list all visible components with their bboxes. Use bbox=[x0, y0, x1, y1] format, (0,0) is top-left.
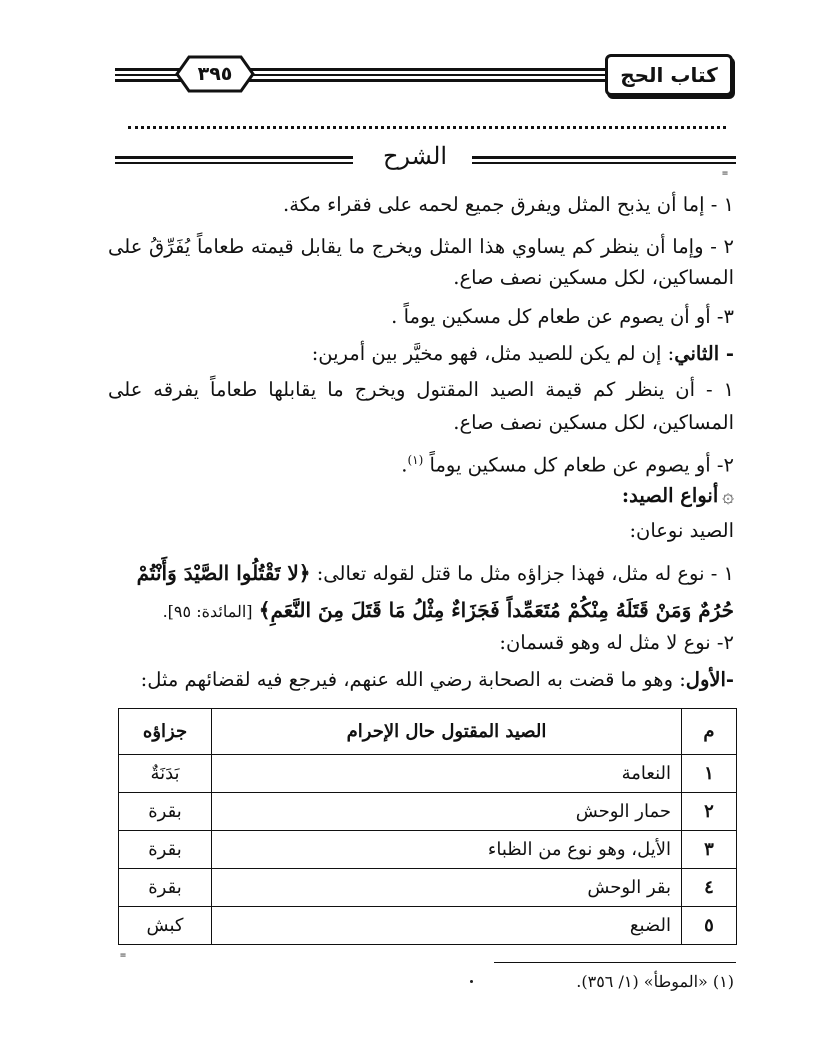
section-rule-left-thin bbox=[115, 162, 353, 164]
text-line-8-main: ٢- أو يصوم عن طعام كل مسكين يوماً bbox=[429, 453, 734, 477]
book-title-box bbox=[605, 54, 733, 96]
row-game: النعامة bbox=[212, 755, 682, 793]
text-line-5 bbox=[108, 339, 734, 369]
section-rule-right-thin bbox=[472, 162, 736, 164]
row-game: الأيل، وهو نوع من الظباء bbox=[212, 831, 682, 869]
text-line-12: ٢- نوع لا مثل له وهو قسمان: bbox=[499, 631, 734, 654]
row-penalty: بقرة bbox=[119, 793, 212, 831]
table-row bbox=[119, 793, 737, 831]
row-number: ٣ bbox=[682, 831, 737, 869]
star-icon: ۞ bbox=[722, 483, 734, 507]
quran-verse-part2: حُرُمٌ وَمَنْ قَتَلَهُ مِنْكُمْ مُتَعَمِّداً فَجَزَاءٌ مِثْلُ مَا قَتَلَ مِنَ النَّعَمِ﴾ bbox=[258, 598, 734, 622]
margin-mark: = bbox=[722, 168, 729, 179]
row-penalty: كبش bbox=[119, 907, 212, 945]
book-title: كتاب الحج bbox=[620, 63, 718, 87]
subheading-text: أنواع الصيد: bbox=[621, 484, 719, 507]
header-game: الصيد المقتول حال الإحرام bbox=[212, 709, 682, 755]
verse-reference: [المائدة: ٩٥]. bbox=[162, 602, 253, 621]
row-number: ٢ bbox=[682, 793, 737, 831]
row-game: الضبع bbox=[212, 907, 682, 945]
text-line-11 bbox=[108, 595, 734, 627]
margin-mark: = bbox=[120, 950, 127, 961]
penalty-table bbox=[118, 708, 737, 945]
table-row bbox=[119, 907, 737, 945]
row-number: ٥ bbox=[682, 907, 737, 945]
row-penalty: بَدَنَةٌ bbox=[119, 755, 212, 793]
text-line-9: الصيد نوعان: bbox=[629, 519, 734, 542]
text-line-5-bold: - الثاني bbox=[674, 342, 734, 365]
page-number-badge bbox=[175, 54, 255, 94]
footnote-rule bbox=[494, 962, 736, 963]
section-rule-right bbox=[472, 156, 736, 159]
row-number: ١ bbox=[682, 755, 737, 793]
subheading bbox=[108, 480, 734, 511]
text-line-3: المساكين، لكل مسكين نصف صاع. bbox=[453, 266, 734, 289]
table-row bbox=[119, 869, 737, 907]
text-line-8 bbox=[108, 445, 734, 481]
text-line-8-end: . bbox=[401, 453, 408, 477]
text-line-2: ٢ - وإما أن ينظر كم يساوي هذا المثل ويخرج ما يقابل قيمته طعاماً يُفَرِّقُ على bbox=[108, 235, 734, 258]
print-speck bbox=[470, 980, 473, 983]
page-number: ٣٩٥ bbox=[197, 63, 233, 85]
row-game: حمار الوحش bbox=[212, 793, 682, 831]
row-game: بقر الوحش bbox=[212, 869, 682, 907]
text-line-13 bbox=[108, 665, 734, 695]
table-header-row bbox=[119, 709, 737, 755]
text-line-10 bbox=[108, 558, 734, 589]
section-rule-left bbox=[115, 156, 353, 159]
header-number: م bbox=[682, 709, 737, 755]
text-line-13-rest: : وهو ما قضت به الصحابة رضي الله عنهم، فيرجع فيه لقضائهم مثل: bbox=[140, 668, 686, 691]
text-line-4: ٣- أو أن يصوم عن طعام كل مسكين يوماً . bbox=[391, 305, 734, 328]
row-number: ٤ bbox=[682, 869, 737, 907]
text-line-5-rest: : إن لم يكن للصيد مثل، فهو مخيَّر بين أمرين: bbox=[311, 342, 675, 365]
dotted-divider bbox=[128, 126, 726, 129]
text-line-13-bold: -الأول bbox=[685, 668, 734, 691]
footnote-ref: (١) bbox=[407, 453, 424, 467]
table-row bbox=[119, 831, 737, 869]
row-penalty: بقرة bbox=[119, 831, 212, 869]
footnote: (١) «الموطأ» (١/ ٣٥٦). bbox=[576, 972, 734, 991]
table-row bbox=[119, 755, 737, 793]
quran-verse-part1: ﴿لا تَقْتُلُوا الصَّيْدَ وَأَنْتُمْ bbox=[136, 561, 311, 585]
section-title: الشرح bbox=[382, 142, 448, 170]
text-line-1: ١ - إما أن يذبح المثل ويفرق جميع لحمه على فقراء مكة. bbox=[283, 193, 734, 216]
header-penalty: جزاؤه bbox=[119, 709, 212, 755]
text-line-6: ١ - أن ينظر كم قيمة الصيد المقتول ويخرج ما يقابلها طعاماً يفرقه على bbox=[108, 378, 734, 401]
text-line-10-pre: ١ - نوع له مثل، فهذا جزاؤه مثل ما قتل لقوله تعالى: bbox=[316, 562, 734, 585]
text-line-7: المساكين، لكل مسكين نصف صاع. bbox=[453, 411, 734, 434]
row-penalty: بقرة bbox=[119, 869, 212, 907]
